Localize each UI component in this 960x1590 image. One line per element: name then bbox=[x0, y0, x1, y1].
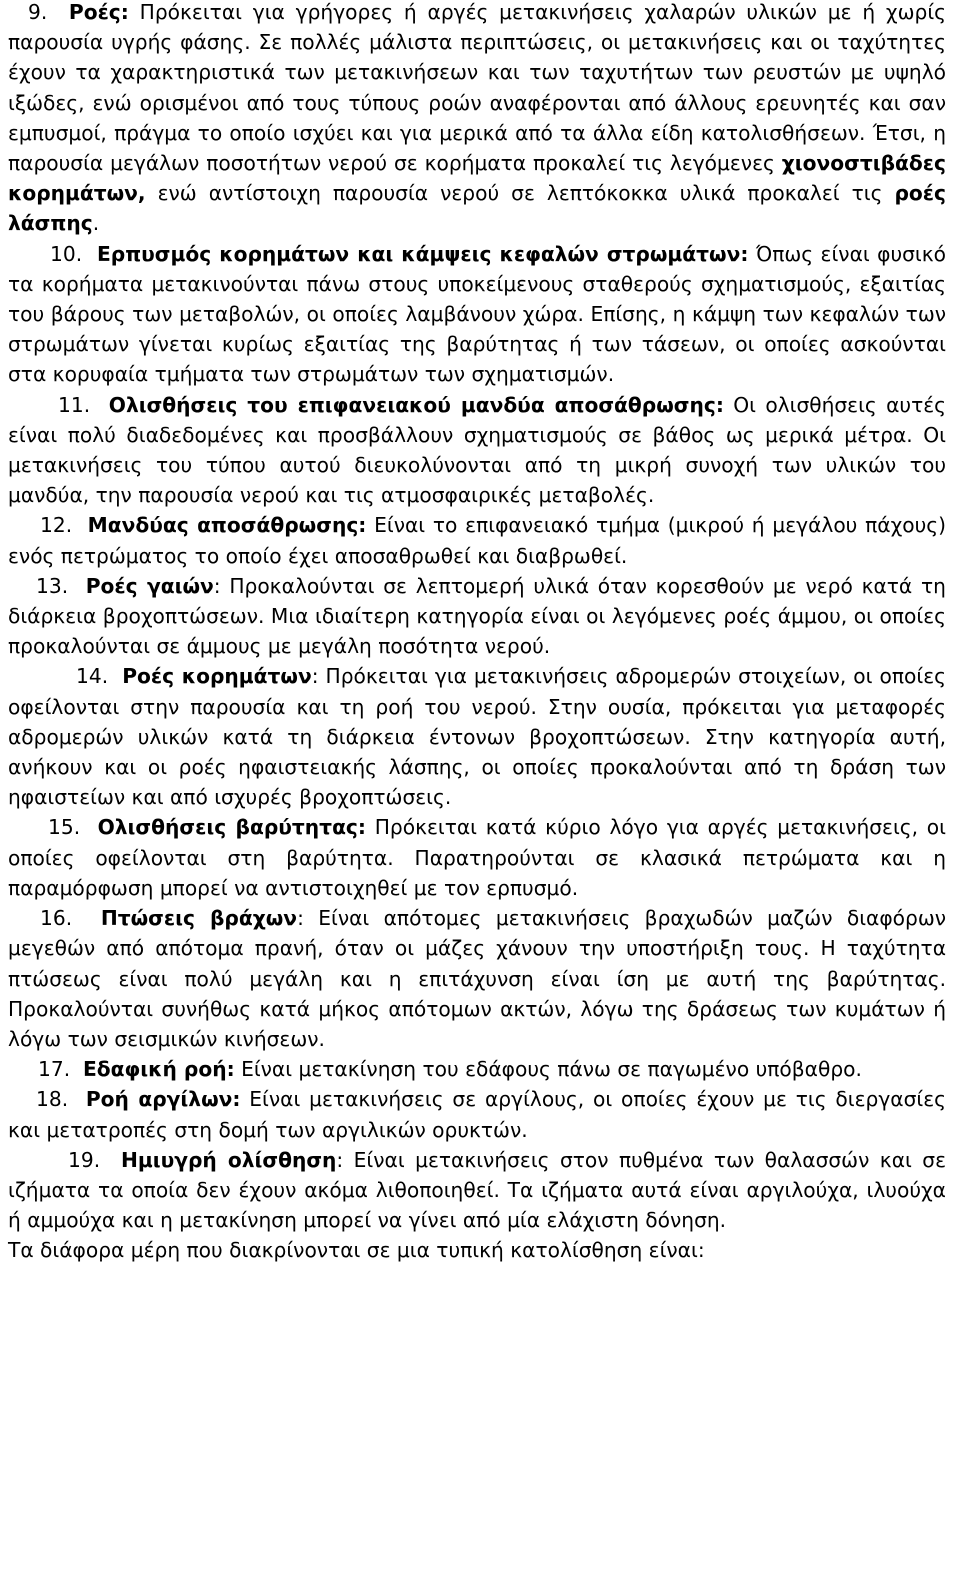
list-item-18 bbox=[8, 1084, 946, 1144]
item-text: Όπως είναι φυσικό τα κορήματα μετακινούνται πάνω στους υποκείμενους σταθερούς σχηματισμούς, εξαιτίας του βάρους των μεταβολών, οι οποίες λαμβάνουν χώρα. Επίσης, η κάμψη των κεφαλών των στρωμάτων γίνεται κυρίως εξαιτίας της βαρύτητας ή των τάσεων, οι οποίες ασκούνται στα κορυφαία τμήματα των στρωμάτων των σχηματισμών. bbox=[8, 241, 947, 387]
list-item-13 bbox=[8, 571, 946, 662]
item-term: Εδαφική ροή: bbox=[82, 1057, 235, 1082]
item-term: Ροές κορημάτων bbox=[122, 664, 312, 689]
item-text: ενώ αντίστοιχη παρουσία νερού σε λεπτόκοκκα υλικά προκαλεί τις bbox=[145, 181, 895, 206]
item-term: Ερπυσμός κορημάτων και κάμψεις κεφαλών στρωμάτων: bbox=[96, 241, 749, 266]
item-term: Ολισθήσεις του επιφανειακού μανδύα αποσάθρωσης: bbox=[108, 392, 724, 417]
item-text: Είναι το επιφανειακό τμήμα (μικρού ή μεγάλου πάχους) ενός πετρώματος το οποίο έχει αποσαθρωθεί και διαβρωθεί. bbox=[8, 513, 946, 568]
list-item-19 bbox=[8, 1145, 946, 1236]
list-item-17 bbox=[8, 1054, 946, 1084]
item-text: Πρόκειται για γρήγορες ή αργές μετακινήσεις χαλαρών υλικών με ή χωρίς παρουσία υγρής φάσης. Σε πολλές μάλιστα περιπτώσεις, οι μετακινήσεις και οι ταχύτητες έχουν τα χαρακτηριστικά των μετακινήσεων και των ταχυτήτων των ρευστών με υψηλό ιξώδες, ενώ ορισμένοι από τους τύπους ροών αναφέρονται από άλλους ερευνητές και σαν εμπυσμοί, πράγμα το οποίο ισχύει και για μερικά από τα άλλα είδη κατολισθήσεων. Έτσι, η παρουσία μεγάλων ποσοτήτων νερού σε κορήματα προκαλεί τις λεγόμενες bbox=[8, 0, 946, 176]
item-text: . bbox=[92, 211, 100, 236]
item-number: 9. bbox=[28, 0, 48, 24]
item-text: Είναι μετακινήσεις σε αργίλους, οι οποίες έχουν με τις διεργασίες και μετατροπές στη δομή των αργιλικών ορυκτών. bbox=[8, 1087, 946, 1142]
item-text: : Προκαλούνται σε λεπτομερή υλικά όταν κορεσθούν με νερό κατά τη διάρκεια βροχοπτώσεων. Μια ιδιαίτερη κατηγορία είναι οι λεγόμενες ροές άμμου, οι οποίες προκαλούνται σε άμμους με μεγάλη ποσότητα νερού. bbox=[8, 573, 946, 659]
item-term: Ροές: bbox=[68, 0, 129, 24]
item-number: 14. bbox=[76, 664, 109, 689]
list-item-9 bbox=[8, 0, 946, 239]
item-number: 11. bbox=[58, 392, 91, 417]
item-text: : Είναι απότομες μετακινήσεις βραχωδών μαζών διαφόρων μεγεθών από απότομα πρανή, όταν οι μάζες χάνουν την υποστήριξη τους. Η ταχύτητα πτώσεως είναι πολύ μεγάλη και η επιτάχυνση είναι ίση με αυτή της βαρύτητας. Προκαλούνται συνήθως κατά μήκος απότομων ακτών, λόγω της δράσεως των κυμάτων ή λόγω των σεισμικών κινήσεων. bbox=[8, 906, 947, 1051]
item-number: 13. bbox=[36, 573, 69, 598]
item-term: Ημιυγρή ολίσθηση bbox=[120, 1147, 337, 1172]
item-number: 12. bbox=[40, 513, 73, 538]
document-body bbox=[8, 0, 946, 1266]
item-text: : Πρόκειται για μετακινήσεις αδρομερών στοιχείων, οι οποίες οφείλονται στην παρουσία και τη ροή του νερού. Στην ουσία, πρόκειται για μεταφορές αδρομερών υλικών κατά τη διάρκεια έντονων βροχοπτώσεων. Στην κατηγορία αυτή, ανήκουν και οι ροές ηφαιστειακής λάσπης, οι οποίες προκαλούνται από τη δράση των ηφαιστείων και από ισχυρές βροχοπτώσεις. bbox=[8, 664, 946, 810]
list-item-16 bbox=[8, 903, 946, 1054]
item-emphasis: χιονοστιβάδες κορημάτων, bbox=[8, 151, 946, 206]
item-term: Πτώσεις βράχων bbox=[100, 906, 298, 931]
item-emphasis: ροές λάσπης bbox=[8, 181, 946, 236]
item-text: : Είναι μετακινήσεις στον πυθμένα των θαλασσών και σε ιζήματα τα οποία δεν έχουν ακόμα λιθοποιηθεί. Τα ιζήματα αυτά είναι αργιλούχα, ιλυούχα ή αμμούχα και η μετακίνηση μπορεί να γίνει από μία ελάχιστη δόνηση. bbox=[8, 1147, 946, 1233]
item-term: Ροές γαιών bbox=[85, 573, 214, 598]
list-item-11 bbox=[8, 390, 946, 511]
list-item-10 bbox=[8, 239, 946, 390]
item-number: 18. bbox=[36, 1087, 69, 1112]
item-number: 17. bbox=[38, 1057, 71, 1082]
item-text: Οι ολισθήσεις αυτές είναι πολύ διαδεδομένες και προσβάλλουν σχηματισμούς σε βάθος ως μερικά μέτρα. Οι μετακινήσεις του τύπου αυτού διευκολύνονται από τη μικρή συνοχή των υλικών του μανδύα, την παρουσία νερού και τις ατμοσφαιρικές μεταβολές. bbox=[8, 392, 947, 508]
item-term: Ολισθήσεις βαρύτητας: bbox=[97, 815, 366, 840]
item-term: Ροή αργίλων: bbox=[85, 1087, 241, 1112]
list-item-12 bbox=[8, 510, 946, 570]
item-number: 15. bbox=[48, 815, 81, 840]
closing-sentence: Τα διάφορα μέρη που διακρίνονται σε μια τυπική κατολίσθηση είναι: bbox=[8, 1238, 705, 1263]
item-term: Μανδύας αποσάθρωσης: bbox=[87, 513, 367, 538]
item-text: Πρόκειται κατά κύριο λόγο για αργές μετακινήσεις, οι οποίες οφείλονται στη βαρύτητα. Παρατηρούνται σε κλασικά πετρώματα και η παραμόρφωση μπορεί να αντιστοιχηθεί με τον ερπυσμό. bbox=[8, 815, 946, 900]
list-item-14 bbox=[8, 661, 946, 812]
list-item-15 bbox=[8, 812, 946, 903]
item-text: Είναι μετακίνηση του εδάφους πάνω σε παγωμένο υπόβαθρο. bbox=[234, 1057, 862, 1082]
item-number: 10. bbox=[50, 241, 83, 266]
item-number: 16. bbox=[40, 906, 73, 931]
item-number: 19. bbox=[68, 1147, 101, 1172]
